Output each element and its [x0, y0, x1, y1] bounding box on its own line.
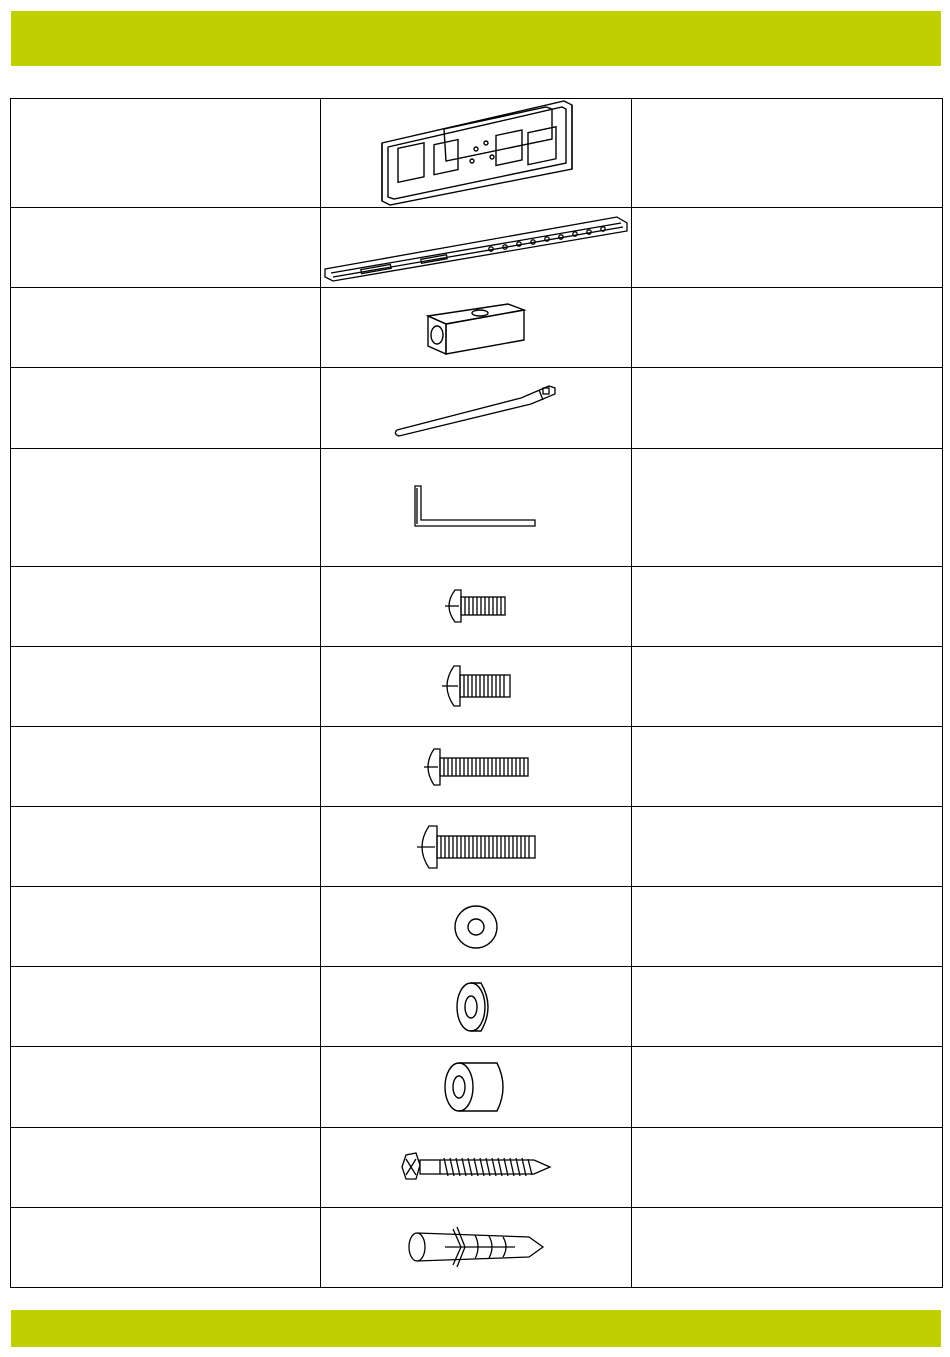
part-name-cell: [11, 1127, 321, 1207]
header-band: [11, 11, 941, 66]
mounting-rail-icon: [321, 213, 631, 283]
part-image-cell: [321, 566, 632, 646]
part-name-cell: [11, 646, 321, 726]
part-image-cell: [321, 1047, 632, 1127]
part-quantity-cell: [632, 1207, 943, 1287]
part-quantity-cell: [632, 646, 943, 726]
part-name-cell: [11, 1047, 321, 1127]
table-row: [11, 967, 943, 1047]
part-name-cell: [11, 368, 321, 448]
spacer-short-icon: [451, 979, 501, 1035]
part-quantity-cell: [632, 807, 943, 887]
wall-plate-icon: [376, 99, 576, 207]
part-quantity-cell: [632, 1047, 943, 1127]
part-image-cell: [321, 208, 632, 288]
screw-medium-icon: [438, 662, 514, 710]
part-quantity-cell: [632, 288, 943, 368]
table-row: [11, 288, 943, 368]
part-name-cell: [11, 887, 321, 967]
cable-tie-icon: [391, 378, 561, 438]
table-row: [11, 99, 943, 208]
part-name-cell: [11, 1207, 321, 1287]
part-quantity-cell: [632, 887, 943, 967]
table-row: [11, 726, 943, 806]
part-image-cell: [321, 967, 632, 1047]
part-quantity-cell: [632, 967, 943, 1047]
spacer-long-icon: [441, 1059, 511, 1115]
table-row: [11, 368, 943, 448]
part-quantity-cell: [632, 99, 943, 208]
footer-band: [11, 1310, 941, 1347]
table-row: [11, 1207, 943, 1287]
screw-long-icon: [420, 745, 532, 789]
part-image-cell: [321, 368, 632, 448]
table-row: [11, 887, 943, 967]
table-row: [11, 448, 943, 566]
part-image-cell: [321, 887, 632, 967]
part-name-cell: [11, 566, 321, 646]
part-name-cell: [11, 448, 321, 566]
part-name-cell: [11, 99, 321, 208]
part-image-cell: [321, 807, 632, 887]
part-name-cell: [11, 208, 321, 288]
part-name-cell: [11, 288, 321, 368]
allen-key-icon: [411, 482, 541, 532]
screw-xlong-icon: [413, 822, 539, 872]
table-row: [11, 1047, 943, 1127]
part-quantity-cell: [632, 368, 943, 448]
part-image-cell: [321, 1127, 632, 1207]
part-quantity-cell: [632, 566, 943, 646]
table-row: [11, 566, 943, 646]
part-quantity-cell: [632, 1127, 943, 1207]
part-image-cell: [321, 448, 632, 566]
part-name-cell: [11, 807, 321, 887]
table-row: [11, 646, 943, 726]
wall-anchor-icon: [405, 1217, 547, 1277]
table-row: [11, 1127, 943, 1207]
part-quantity-cell: [632, 448, 943, 566]
part-image-cell: [321, 288, 632, 368]
spirit-level-icon: [416, 298, 536, 358]
part-name-cell: [11, 726, 321, 806]
part-image-cell: [321, 99, 632, 208]
part-quantity-cell: [632, 208, 943, 288]
part-quantity-cell: [632, 726, 943, 806]
parts-table: [10, 98, 943, 1288]
table-row: [11, 208, 943, 288]
screw-short-icon: [441, 586, 511, 626]
part-image-cell: [321, 646, 632, 726]
table-row: [11, 807, 943, 887]
washer-icon: [451, 902, 501, 952]
part-name-cell: [11, 967, 321, 1047]
lag-bolt-icon: [398, 1149, 554, 1185]
part-image-cell: [321, 726, 632, 806]
part-image-cell: [321, 1207, 632, 1287]
